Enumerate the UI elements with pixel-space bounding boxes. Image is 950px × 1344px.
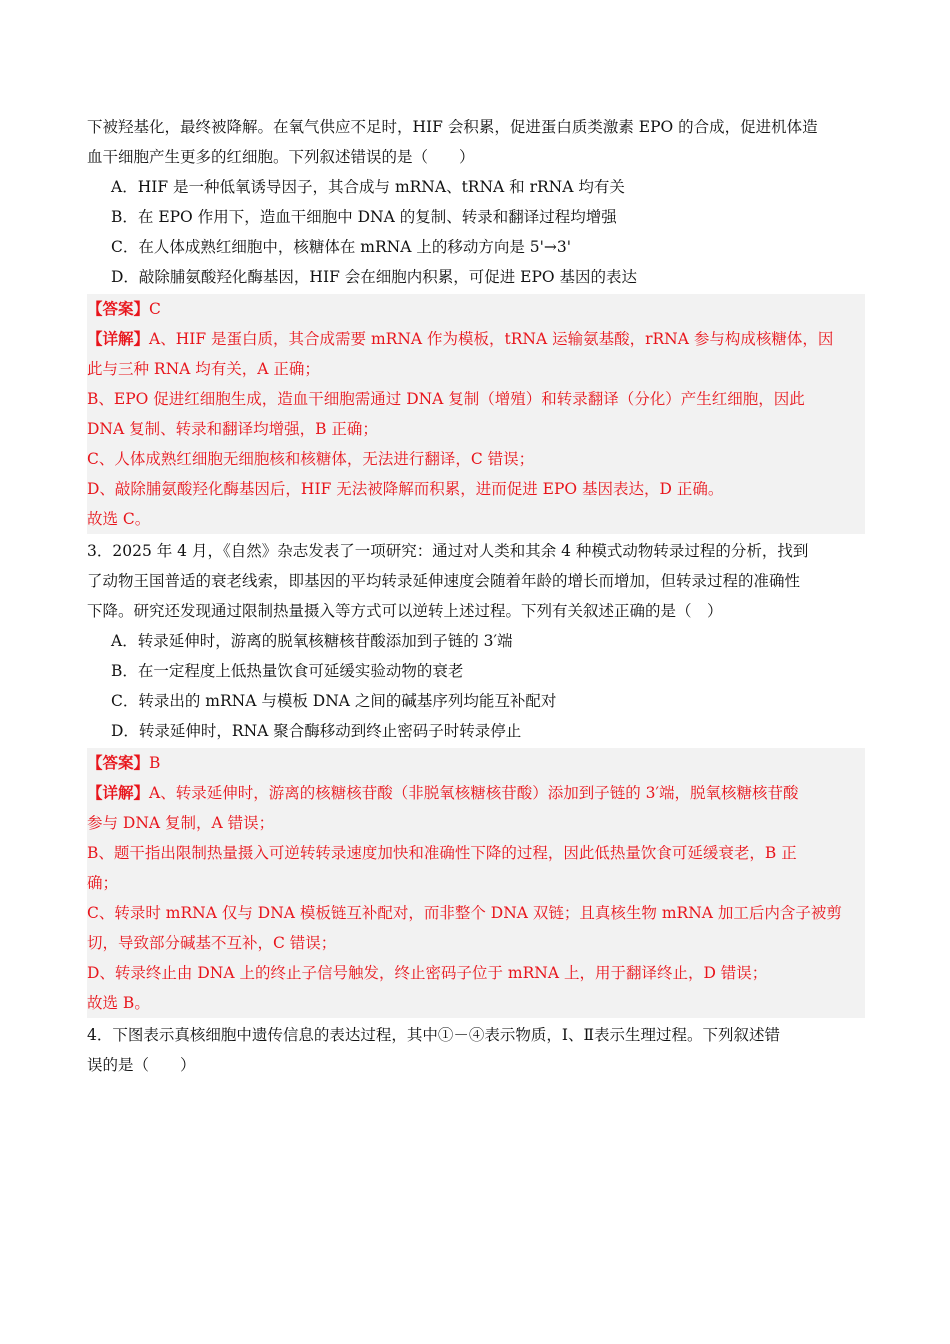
option-a: A．转录延伸时，游离的脱氧核糖核苷酸添加到子链的 3′端	[111, 632, 513, 650]
detail-line: 参与 DNA 复制，A 错误；	[87, 814, 275, 832]
question-stem-line: 血干细胞产生更多的红细胞。下列叙述错误的是（ ）	[87, 148, 475, 166]
detail-line: C、人体成熟红细胞无细胞核和核糖体，无法进行翻译，C 错误；	[87, 450, 535, 468]
answer-label: 【答案】	[87, 299, 150, 318]
detail-line: B、EPO 促进红细胞生成，造血干细胞需通过 DNA 复制（增殖）和转录翻译（分化）产生红细胞，因此	[87, 390, 805, 408]
detail-text: A、HIF 是蛋白质，其合成需要 mRNA 作为模板，tRNA 运输氨基酸，rRNA 参与构成核糖体，因	[149, 330, 834, 348]
answer-line	[87, 294, 865, 324]
detail-line	[87, 778, 865, 808]
option-b: B．在一定程度上低热量饮食可延缓实验动物的衰老	[111, 662, 464, 680]
question-stem-line: 了动物王国普适的衰老线索，即基因的平均转录延伸速度会随着年龄的增长而增加，但转录过程的准确性	[87, 572, 801, 590]
option-b: B．在 EPO 作用下，造血干细胞中 DNA 的复制、转录和翻译过程均增强	[111, 208, 617, 226]
detail-line: 此与三种 RNA 均有关，A 正确；	[87, 360, 320, 378]
detail-line: 切，导致部分碱基不互补，C 错误；	[87, 934, 337, 952]
detail-line: 故选 C。	[87, 510, 151, 528]
detail-line: 故选 B。	[87, 994, 150, 1012]
answer-explanation-block	[87, 748, 865, 1018]
question-2	[87, 112, 865, 534]
question-stem-line: 4．下图表示真核细胞中遗传信息的表达过程，其中①－④表示物质，Ⅰ、Ⅱ表示生理过程。下列叙述错	[87, 1026, 781, 1044]
question-stem-line: 误的是（ ）	[87, 1056, 196, 1074]
detail-line: B、题干指出限制热量摄入可逆转转录速度加快和准确性下降的过程，因此低热量饮食可延缓衰老，B 正	[87, 844, 797, 862]
answer-value: C	[149, 300, 161, 318]
detail-label: 【详解】	[87, 783, 150, 802]
option-c: C．在人体成熟红细胞中，核糖体在 mRNA 上的移动方向是 5'→3'	[111, 238, 571, 256]
answer-line	[87, 748, 865, 778]
option-d: D．转录延伸时，RNA 聚合酶移动到终止密码子时转录停止	[111, 722, 522, 740]
question-3	[87, 536, 865, 1018]
detail-line	[87, 324, 865, 354]
detail-line: D、敲除脯氨酸羟化酶基因后，HIF 无法被降解而积累，进而促进 EPO 基因表达，D 正确。	[87, 480, 724, 498]
option-c: C．转录出的 mRNA 与模板 DNA 之间的碱基序列均能互补配对	[111, 692, 557, 710]
detail-label: 【详解】	[87, 329, 150, 348]
answer-label: 【答案】	[87, 753, 150, 772]
detail-line: DNA 复制、转录和翻译均增强，B 正确；	[87, 420, 378, 438]
question-stem-line: 下降。研究还发现通过限制热量摄入等方式可以逆转上述过程。下列有关叙述正确的是（ ）	[87, 602, 723, 620]
answer-explanation-block	[87, 294, 865, 534]
question-4	[87, 1020, 865, 1080]
detail-text: A、转录延伸时，游离的核糖核苷酸（非脱氧核糖核苷酸）添加到子链的 3′端，脱氧核糖核苷酸	[149, 784, 799, 802]
detail-line: 确；	[87, 874, 119, 892]
question-stem-line: 3．2025 年 4 月，《自然》杂志发表了一项研究：通过对人类和其余 4 种模式动物转录过程的分析，找到	[87, 542, 809, 560]
option-d: D．敲除脯氨酸羟化酶基因，HIF 会在细胞内积累，可促进 EPO 基因的表达	[111, 268, 638, 286]
question-stem-line: 下被羟基化，最终被降解。在氧气供应不足时，HIF 会积累，促进蛋白质类激素 EPO 的合成，促进机体造	[87, 118, 818, 136]
option-a: A．HIF 是一种低氧诱导因子，其合成与 mRNA、tRNA 和 rRNA 均有关	[111, 178, 625, 196]
detail-line: D、转录终止由 DNA 上的终止子信号触发，终止密码子位于 mRNA 上，用于翻译终止，D 错误；	[87, 964, 768, 982]
answer-value: B	[149, 754, 161, 772]
document-page	[87, 112, 865, 1080]
detail-line: C、转录时 mRNA 仅与 DNA 模板链互补配对，而非整个 DNA 双链；且真核生物 mRNA 加工后内含子被剪	[87, 904, 842, 922]
